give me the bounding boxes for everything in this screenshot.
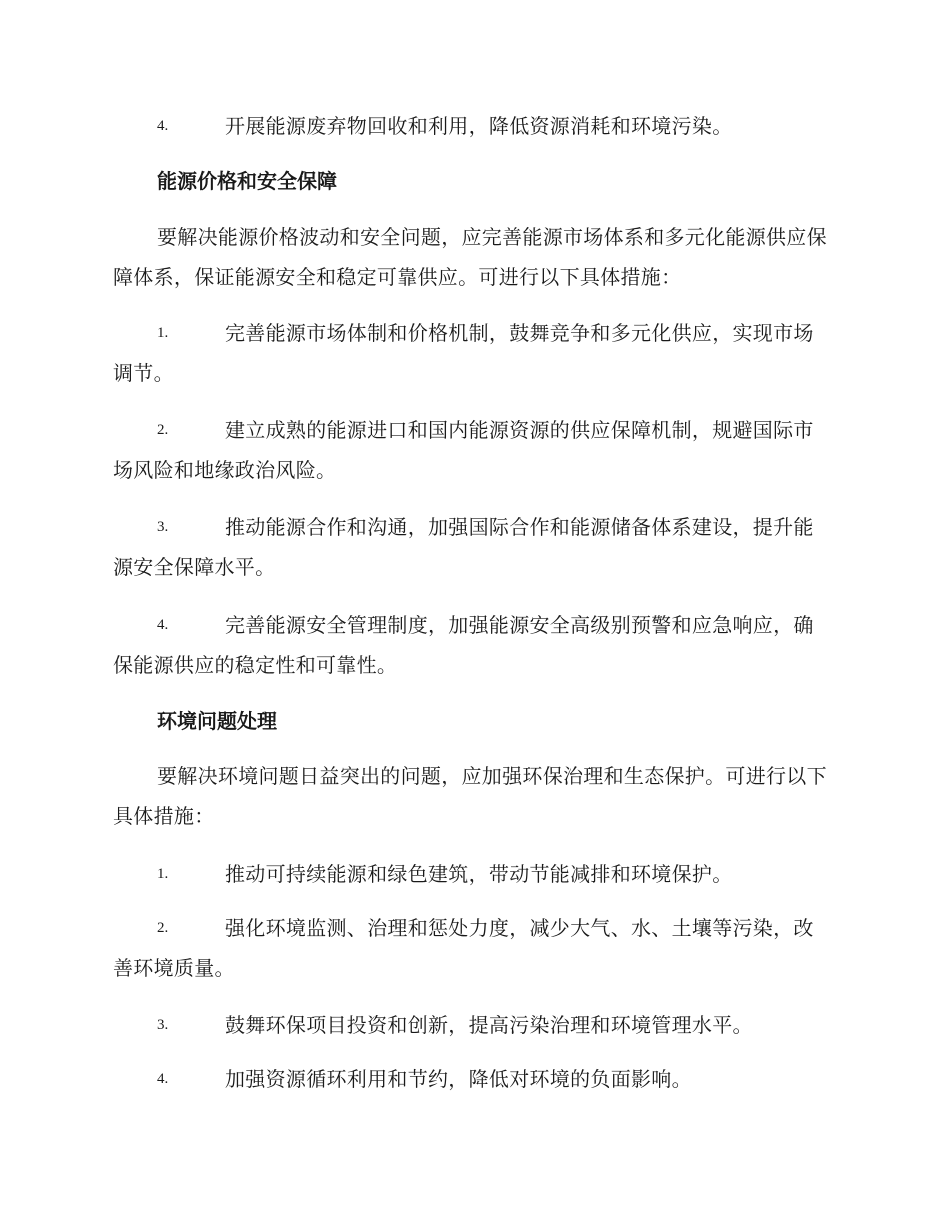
list-item	[113, 313, 833, 393]
list-text: 开展能源废弃物回收和利用，降低资源消耗和环境污染。	[225, 114, 733, 138]
section-intro: 要解决能源价格波动和安全问题，应完善能源市场体系和多元化能源供应保障体系，保证能源安全和稳定可靠供应。可进行以下具体措施：	[113, 225, 827, 289]
list-text: 完善能源安全管理制度，加强能源安全高级别预警和应急响应，确保能源供应的稳定性和可靠性。	[113, 613, 814, 677]
list-text: 推动可持续能源和绿色建筑，带动节能减排和环境保护。	[225, 862, 733, 886]
list-text: 推动能源合作和沟通，加强国际合作和能源储备体系建设，提升能源安全保障水平。	[113, 515, 814, 579]
list-item	[113, 854, 833, 894]
section-heading: 环境问题处理	[157, 709, 277, 733]
list-number: 4.	[157, 1071, 169, 1087]
list-number: 3.	[157, 519, 169, 535]
list-text: 完善能源市场体制和价格机制，鼓舞竞争和多元化供应，实现市场调节。	[113, 321, 814, 385]
list-item	[113, 507, 833, 587]
list-item	[113, 410, 833, 490]
list-number: 4.	[157, 617, 169, 633]
section-heading: 能源价格和安全保障	[157, 169, 337, 193]
list-text: 强化环境监测、治理和惩处力度，减少大气、水、土壤等污染，改善环境质量。	[113, 916, 814, 980]
list-text: 鼓舞环保项目投资和创新，提高污染治理和环境管理水平。	[225, 1013, 753, 1037]
list-number: 1.	[157, 325, 169, 341]
section-intro: 要解决环境问题日益突出的问题，应加强环保治理和生态保护。可进行以下具体措施：	[113, 764, 827, 828]
list-text: 建立成熟的能源进口和国内能源资源的供应保障机制，规避国际市场风险和地缘政治风险。	[113, 418, 814, 482]
list-item	[113, 1005, 833, 1045]
list-item	[113, 1059, 833, 1099]
list-item	[113, 106, 833, 146]
list-item	[113, 908, 833, 988]
list-number: 3.	[157, 1017, 169, 1033]
list-number: 2.	[157, 920, 169, 936]
list-number: 1.	[157, 866, 169, 882]
list-number: 4.	[157, 118, 169, 134]
list-text: 加强资源循环利用和节约，降低对环境的负面影响。	[225, 1067, 692, 1091]
list-number: 2.	[157, 422, 169, 438]
list-item	[113, 605, 833, 685]
